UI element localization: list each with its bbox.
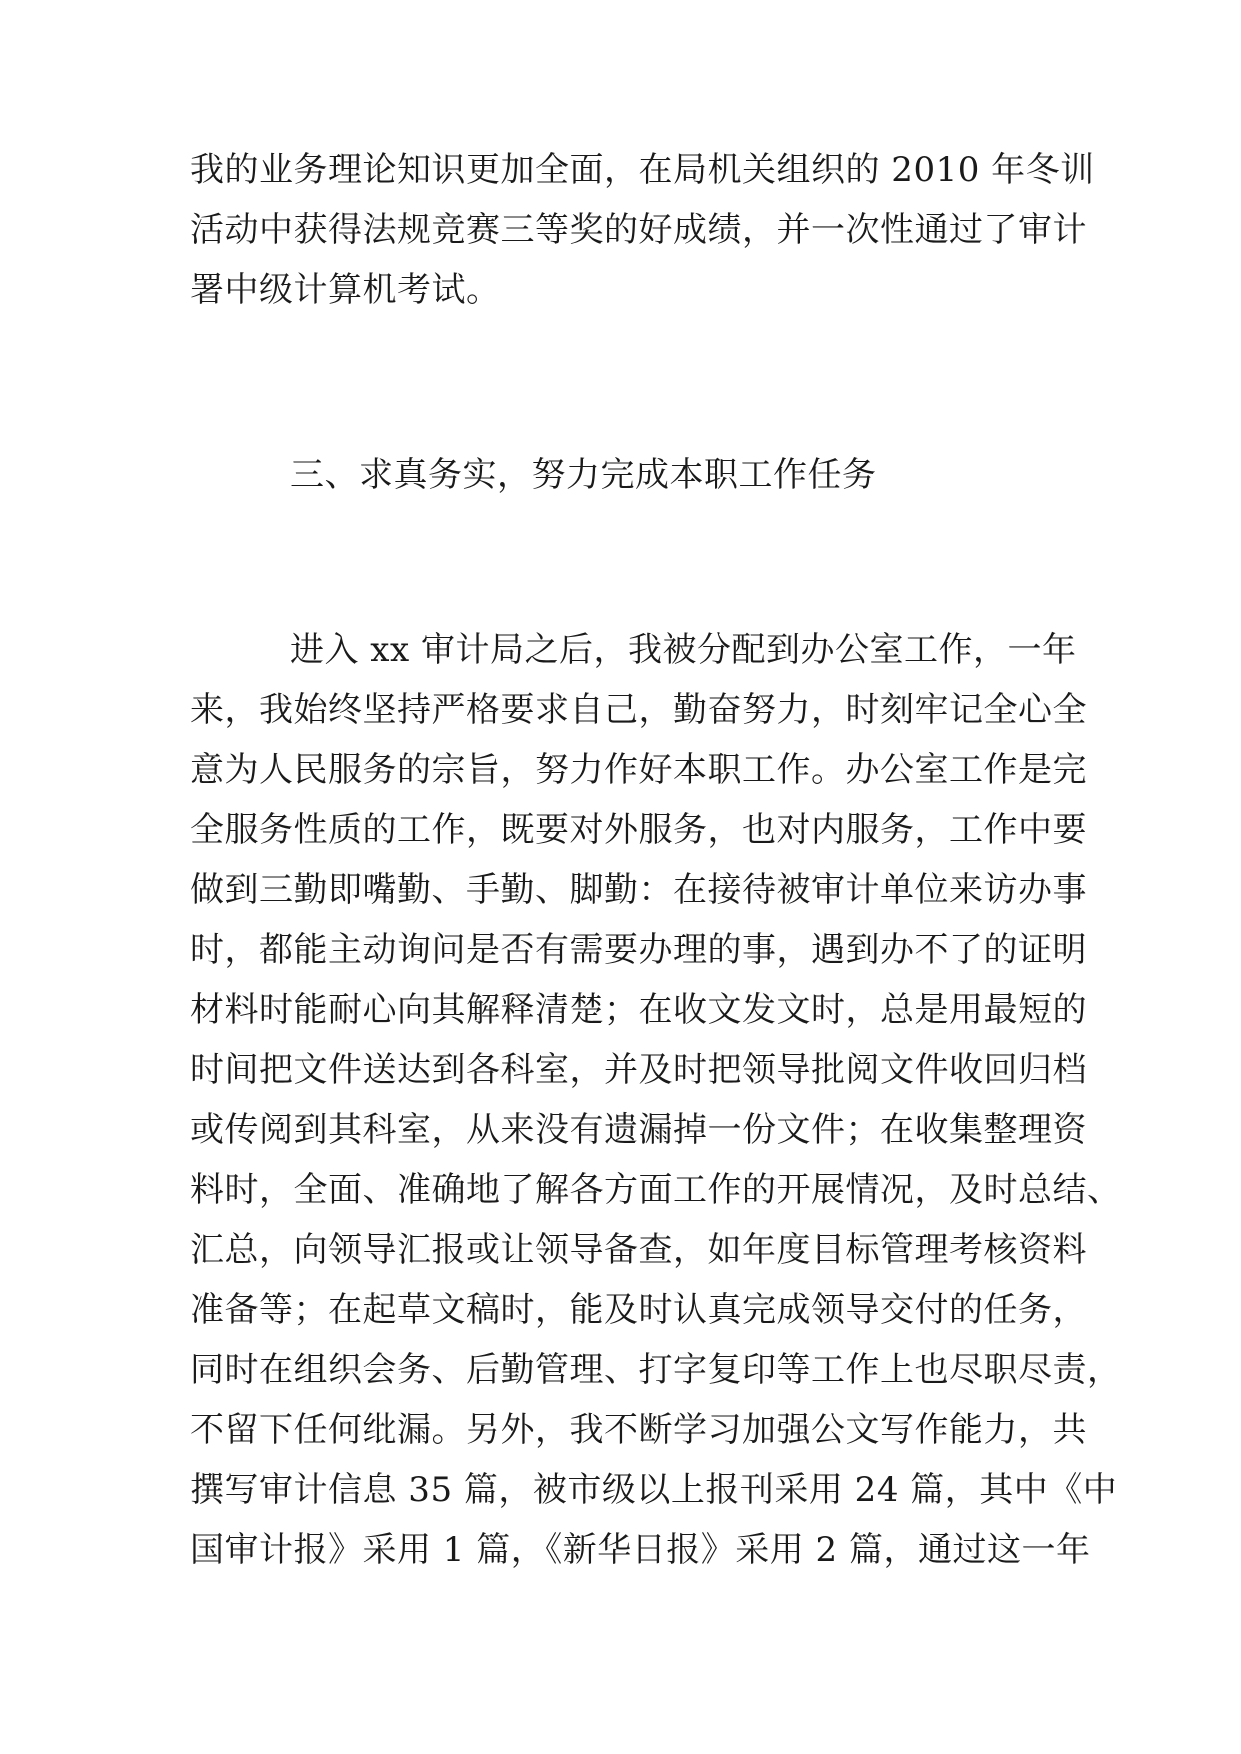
- paragraph-2-line-10: 料时，全面、准确地了解各方面工作的开展情况，及时总结、: [190, 1170, 1122, 1210]
- paragraph-2-line-13: 同时在组织会务、后勤管理、打字复印等工作上也尽职尽责，: [190, 1350, 1122, 1390]
- paragraph-2-line-1: 进入 xx 审计局之后，我被分配到办公室工作，一年: [290, 630, 1077, 670]
- paragraph-2-line-14: 不留下任何纰漏。另外，我不断学习加强公文写作能力，共: [190, 1410, 1087, 1450]
- paragraph-2-line-6: 时，都能主动询问是否有需要办理的事，遇到办不了的证明: [190, 930, 1087, 970]
- paragraph-2-line-15: 撰写审计信息 35 篇，被市级以上报刊采用 24 篇，其中《中: [190, 1470, 1118, 1510]
- paragraph-2-line-2: 来，我始终坚持严格要求自己，勤奋努力，时刻牢记全心全: [190, 690, 1087, 730]
- paragraph-2-line-7: 材料时能耐心向其解释清楚；在收文发文时，总是用最短的: [190, 990, 1087, 1030]
- paragraph-2-line-5: 做到三勤即嘴勤、手勤、脚勤：在接待被审计单位来访办事: [190, 870, 1087, 910]
- paragraph-1-line-2: 活动中获得法规竞赛三等奖的好成绩，并一次性通过了审计: [190, 210, 1087, 250]
- paragraph-2-line-16: 国审计报》采用 1 篇，《新华日报》采用 2 篇，通过这一年: [190, 1530, 1091, 1570]
- section-heading: 三、求真务实，努力完成本职工作任务: [290, 455, 877, 495]
- paragraph-2-line-4: 全服务性质的工作，既要对外服务，也对内服务，工作中要: [190, 810, 1087, 850]
- paragraph-2-line-3: 意为人民服务的宗旨，努力作好本职工作。办公室工作是完: [190, 750, 1087, 790]
- paragraph-2-line-11: 汇总，向领导汇报或让领导备查，如年度目标管理考核资料: [190, 1230, 1087, 1270]
- paragraph-2-line-8: 时间把文件送达到各科室，并及时把领导批阅文件收回归档: [190, 1050, 1087, 1090]
- paragraph-2-line-12: 准备等；在起草文稿时，能及时认真完成领导交付的任务，: [190, 1290, 1087, 1330]
- paragraph-1-line-1: 我的业务理论知识更加全面，在局机关组织的 2010 年冬训: [190, 150, 1095, 190]
- paragraph-2-line-9: 或传阅到其科室，从来没有遗漏掉一份文件；在收集整理资: [190, 1110, 1087, 1150]
- paragraph-1-line-3: 署中级计算机考试。: [190, 270, 501, 310]
